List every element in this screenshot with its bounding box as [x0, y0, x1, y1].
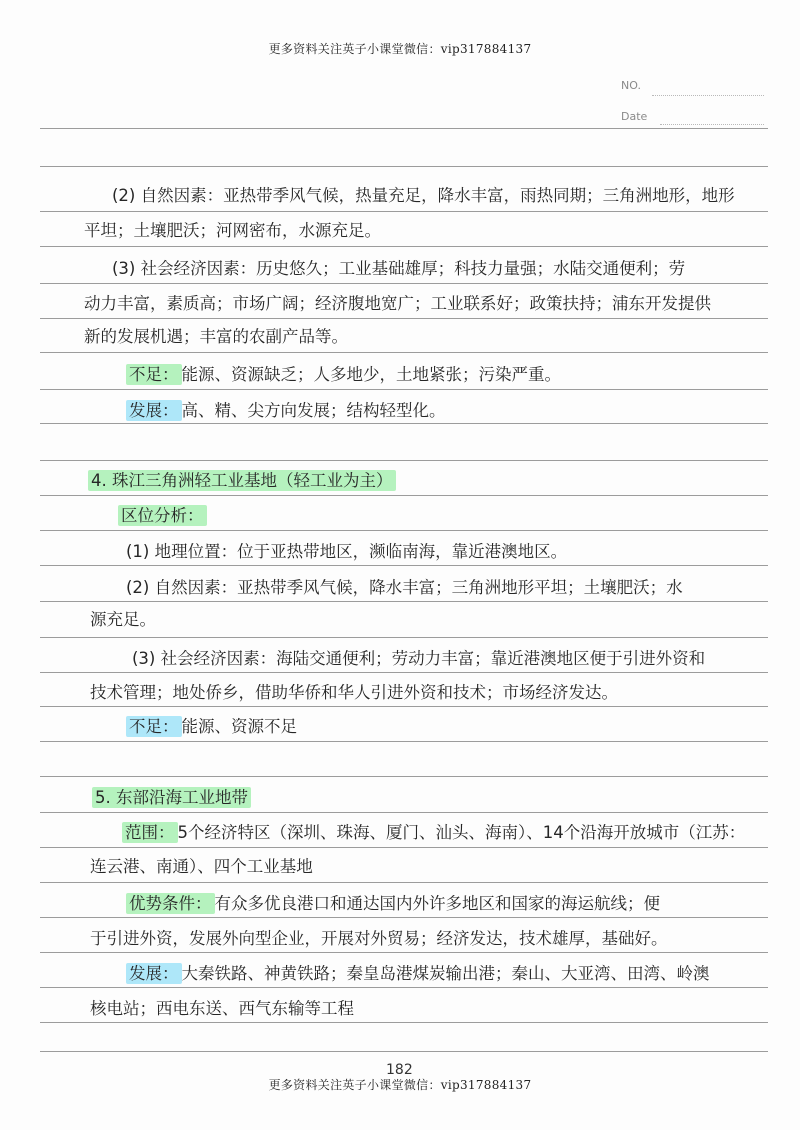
sec4-natural-line-1: (2) 自然因素：亚热带季风气候，降水丰富；三角洲地形平坦；土壤肥沃；水: [126, 578, 683, 597]
sec3-natural-line-2: 平坦；土壤肥沃；河网密布，水源充足。: [84, 221, 381, 240]
ruled-line: [40, 672, 768, 673]
ruled-line: [40, 352, 768, 353]
sec3-develop-line: [126, 400, 446, 422]
sec3-social-line-2: 动力丰富，素质高；市场广阔；经济腹地宽广；工业联系好；政策扶持；浦东开发提供: [84, 294, 711, 313]
sec3-social-line-1: (3) 社会经济因素：历史悠久；工业基础雄厚；科技力量强；水陆交通便利；劳: [112, 259, 686, 278]
sec4-title: 4. 珠江三角洲轻工业基地（轻工业为主）: [88, 470, 396, 491]
ruled-line: [40, 318, 768, 319]
no-label: NO.: [621, 79, 641, 92]
ruled-line: [40, 166, 768, 167]
ruled-line: [40, 283, 768, 284]
date-label: Date: [621, 110, 648, 123]
ruled-line: [40, 530, 768, 531]
scope-text-1: 5个经济特区（深圳、珠海、厦门、汕头、海南）、14个沿海开放城市（江苏：: [177, 823, 746, 842]
ruled-line: [40, 776, 768, 777]
sec3-social-line-3: 新的发展机遇；丰富的农副产品等。: [84, 327, 348, 346]
sec4-social-line-2: 技术管理；地处侨乡，借助华侨和华人引进外资和技术；市场经济发达。: [90, 683, 618, 702]
ruled-line: [40, 565, 768, 566]
sec5-scope-line-2: 连云港、南通）、四个工业基地: [90, 857, 313, 876]
shortage-label: 不足：: [126, 364, 182, 385]
ruled-line: [40, 601, 768, 602]
sec5-adv-line-2: 于引进外资，发展外向型企业，开展对外贸易；经济发达，技术雄厚，基础好。: [90, 929, 668, 948]
ruled-line: [40, 460, 768, 461]
ruled-line: [40, 847, 768, 848]
ruled-line: [40, 389, 768, 390]
ruled-line: [40, 706, 768, 707]
scope-label: 范围：: [122, 822, 178, 843]
ruled-line: [40, 128, 768, 129]
ruled-line: [40, 423, 768, 424]
sec5-develop-text-1: 大秦铁路、神黄铁路；秦皇岛港煤炭输出港；秦山、大亚湾、田湾、岭澳: [181, 964, 710, 983]
ruled-line: [40, 952, 768, 953]
ruled-line: [40, 812, 768, 813]
sec5-scope-line-1: [122, 822, 745, 844]
ruled-line: [40, 246, 768, 247]
sec4-geo-line: (1) 地理位置：位于亚热带地区，濒临南海，靠近港澳地区。: [126, 542, 568, 561]
sec5-develop-label: 发展：: [126, 963, 182, 984]
sec4-social-line-1: (3) 社会经济因素：海陆交通便利；劳动力丰富；靠近港澳地区便于引进外资和: [132, 649, 706, 668]
no-dotted-line: [652, 95, 764, 96]
ruled-line: [40, 1022, 768, 1023]
date-dotted-line: [660, 124, 764, 125]
adv-text-1: 有众多优良港口和通达国内外许多地区和国家的海运航线；便: [214, 894, 660, 913]
ruled-line: [40, 741, 768, 742]
sec5-adv-line-1: [126, 893, 660, 915]
page-number: 182: [386, 1062, 413, 1078]
sec5-title-line: [92, 787, 251, 809]
sec4-shortage-line: [126, 716, 297, 738]
ruled-line: [40, 917, 768, 918]
sec3-shortage-line: [126, 364, 561, 386]
sec5-develop-line-2: 核电站；西电东送、西气东输等工程: [90, 999, 354, 1018]
sec5-develop-line-1: [126, 963, 710, 985]
sec4-natural-line-2: 源充足。: [90, 610, 156, 629]
sec4-title-line: [88, 470, 396, 492]
develop-text: 高、精、尖方向发展；结构轻型化。: [181, 401, 446, 420]
ruled-line: [40, 495, 768, 496]
sec3-natural-line-1: (2) 自然因素：亚热带季风气候，热量充足，降水丰富，雨热同期；三角洲地形，地形: [112, 186, 735, 205]
ruled-line: [40, 1051, 768, 1052]
location-label: 区位分析：: [118, 505, 207, 526]
sec4-shortage-text: 能源、资源不足: [181, 717, 297, 736]
develop-label: 发展：: [126, 400, 182, 421]
ruled-line: [40, 987, 768, 988]
ruled-line: [40, 882, 768, 883]
ruled-line: [40, 637, 768, 638]
sec4-shortage-label: 不足：: [126, 716, 182, 737]
sec5-title: 5. 东部沿海工业地带: [92, 787, 251, 808]
top-banner: 更多资料关注英子小课堂微信：vip317884137: [268, 42, 532, 56]
ruled-line: [40, 211, 768, 212]
sec4-location-line: [118, 505, 207, 527]
bottom-banner: 更多资料关注英子小课堂微信：vip317884137: [268, 1078, 532, 1092]
shortage-text: 能源、资源缺乏；人多地少，土地紧张；污染严重。: [181, 365, 561, 384]
adv-label: 优势条件：: [126, 893, 215, 914]
